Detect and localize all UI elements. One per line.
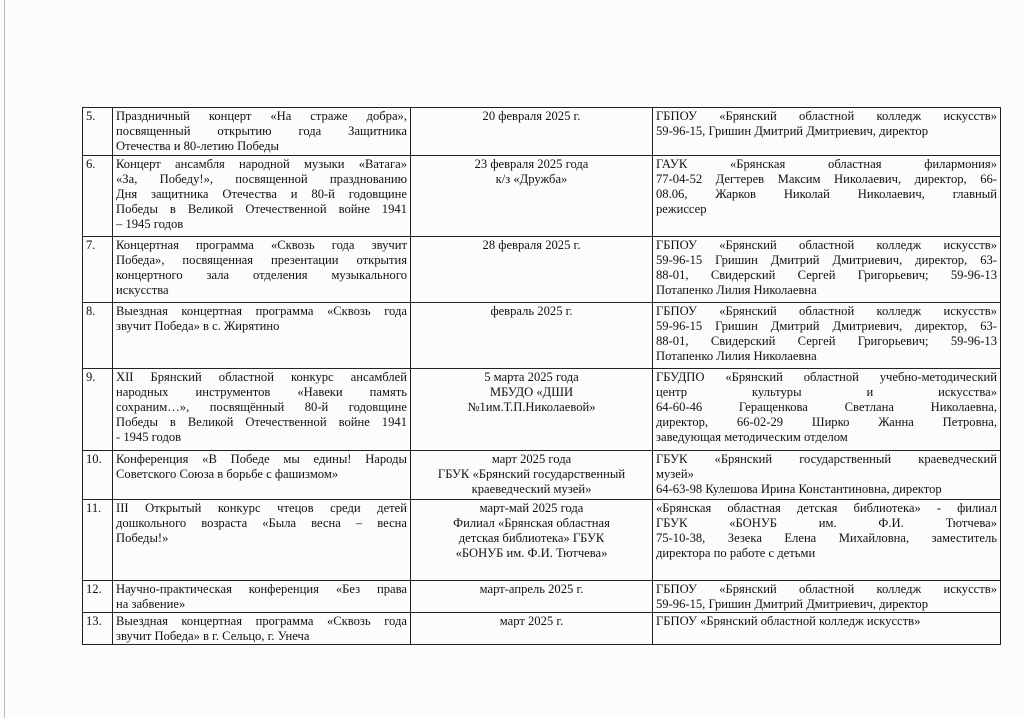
row-number: 10. [83, 450, 113, 499]
event-title-cell-line: Научно-практическая конференция «Без права [116, 581, 407, 596]
event-title-cell [113, 155, 411, 236]
row-number: 9. [83, 368, 113, 450]
responsible-cell [653, 108, 1001, 156]
event-date-cell [411, 499, 653, 580]
event-date-cell-line: март 2025 г. [499, 614, 564, 629]
row-number: 5. [83, 108, 113, 156]
event-title-cell-line: дошкольного возраста «Была весна – весна [116, 515, 407, 530]
responsible-cell-line: ГБПОУ «Брянский областной колледж искусств» [656, 237, 997, 252]
event-title-cell [113, 613, 411, 645]
responsible-cell-line: ГБПОУ «Брянский областной колледж искусств» [656, 109, 997, 123]
event-date-cell-line: 23 февраля 2025 года [474, 156, 589, 171]
events-table [82, 107, 1001, 645]
event-title-cell-line: Выездная концертная программа «Сквозь года [116, 303, 407, 318]
row-number: 13. [83, 613, 113, 645]
table-row [83, 450, 1001, 499]
event-date-cell [411, 108, 653, 156]
table-row [83, 236, 1001, 302]
event-title-cell-line: Выездная концертная программа «Сквозь года [116, 614, 407, 629]
responsible-cell-line: 77-04-52 Дегтерев Максим Николаевич, директор, 66- [656, 171, 997, 186]
responsible-cell [653, 236, 1001, 302]
event-title-cell [113, 108, 411, 156]
event-date-cell [411, 302, 653, 368]
event-title-cell [113, 580, 411, 612]
table-row [83, 108, 1001, 156]
event-date-cell-line: 5 марта 2025 года [484, 369, 579, 384]
event-date-cell-line: к/з «Дружба» [495, 171, 568, 186]
responsible-cell-line: ГБУК «Брянский государственный краеведческий [656, 451, 997, 466]
event-title-cell-line: Дня защитника Отечества и 80-й годовщине [116, 187, 407, 202]
event-title-cell-line: Победы в Великой Отечественной войне 1941 [116, 202, 407, 217]
responsible-cell-line: ГБУК «БОНУБ им. Ф.И. Тютчева» [656, 515, 997, 530]
event-title-cell-line: Победа», посвященная презентации открытия [116, 252, 407, 267]
event-title-cell-line: Отечества и 80-летию Победы [116, 139, 279, 154]
responsible-cell [653, 499, 1001, 580]
responsible-cell-line: ГБПОУ «Брянский областной колледж искусств» [656, 303, 997, 318]
responsible-cell-line: 59-96-15, Гришин Дмитрий Дмитриевич, директор [656, 596, 929, 611]
event-title-cell-line: - 1945 годов [116, 430, 182, 445]
responsible-cell-line: директора по работе с детьми [656, 546, 816, 561]
row-number: 12. [83, 580, 113, 612]
event-title-cell-line: Конференция «В Победе мы едины! Народы [116, 451, 407, 466]
responsible-cell-line: режиссер [656, 202, 707, 217]
event-title-cell [113, 450, 411, 499]
responsible-cell-line: 59-96-15 Гришин Дмитрий Дмитриевич, директор, 63- [656, 318, 997, 333]
responsible-cell-line: 59-96-15 Гришин Дмитрий Дмитриевич, директор, 63- [656, 252, 997, 267]
event-date-cell-line: март 2025 года [491, 451, 572, 466]
event-title-cell-line: Победы в Великой Отечественной войне 1941 [116, 415, 407, 430]
event-date-cell-line: Филиал «Брянская областная [453, 515, 610, 530]
responsible-cell-line: ГБПОУ «Брянский областной колледж искусств» [656, 614, 921, 629]
responsible-cell-line: Потапенко Лилия Николаевна [656, 283, 817, 298]
event-date-cell [411, 155, 653, 236]
event-title-cell-line: звучит Победа» в г. Сельцо, г. Унеча [116, 629, 310, 644]
responsible-cell-line: 88-01, Свидерский Сергей Григорьевич; 59-96-13 [656, 268, 997, 283]
responsible-cell-line: 08.06, Жарков Николай Николаевич, главный [656, 187, 997, 202]
event-title-cell-line: Победы!» [116, 531, 169, 546]
responsible-cell-line: 64-60-46 Геращенкова Светлана Николаевна, [656, 400, 997, 415]
event-date-cell [411, 613, 653, 645]
responsible-cell-line: 75-10-38, Зезека Елена Михайловна, заместитель [656, 531, 997, 546]
event-date-cell [411, 580, 653, 612]
responsible-cell [653, 613, 1001, 645]
event-title-cell [113, 302, 411, 368]
event-title-cell-line: концертного зала отделения музыкального [116, 268, 407, 283]
table-row [83, 613, 1001, 645]
event-date-cell-line: №1им.Т.П.Николаевой» [467, 400, 596, 415]
event-title-cell-line: народных инструментов «Навеки память [116, 384, 407, 399]
event-title-cell-line: Советского Союза в борьбе с фашизмом» [116, 466, 339, 481]
responsible-cell-line: «Брянская областная детская библиотека» - филиал [656, 500, 997, 515]
event-date-cell-line: март-апрель 2025 г. [479, 581, 584, 596]
event-title-cell-line: искусства [116, 283, 169, 298]
responsible-cell-line: центр культуры и искусства» [656, 384, 997, 399]
event-date-cell-line: февраль 2025 г. [490, 303, 573, 318]
event-date-cell-line: 20 февраля 2025 г. [482, 109, 581, 123]
responsible-cell [653, 302, 1001, 368]
responsible-cell-line: ГАУК «Брянская областная филармония» [656, 156, 997, 171]
responsible-cell-line: 88-01, Свидерский Сергей Григорьевич; 59-96-13 [656, 334, 997, 349]
table-row [83, 368, 1001, 450]
event-title-cell-line: звучит Победа» в с. Жирятино [116, 318, 280, 333]
responsible-cell-line: 59-96-15, Гришин Дмитрий Дмитриевич, директор [656, 124, 929, 139]
table-row [83, 155, 1001, 236]
responsible-cell-line: директор, 66-02-29 Ширко Жанна Петровна, [656, 415, 997, 430]
event-date-cell-line: 28 февраля 2025 г. [482, 237, 581, 252]
event-date-cell [411, 236, 653, 302]
row-number: 7. [83, 236, 113, 302]
event-title-cell-line: III Открытый конкурс чтецов среди детей [116, 500, 407, 515]
table-row [83, 580, 1001, 612]
event-title-cell-line: на забвение» [116, 596, 186, 611]
event-title-cell-line: Концертная программа «Сквозь года звучит [116, 237, 407, 252]
responsible-cell-line: 64-63-98 Кулешова Ирина Константиновна, директор [656, 482, 942, 497]
events-table-body [83, 108, 1001, 645]
responsible-cell-line: заведующая методическим отделом [656, 430, 848, 445]
event-title-cell-line: «За, Победу!», посвященной празднованию [116, 171, 407, 186]
event-title-cell-line: посвященный открытию года Защитника [116, 124, 407, 139]
event-title-cell-line: XII Брянский областной конкурс ансамблей [116, 369, 407, 384]
event-title-cell-line: Концерт ансамбля народной музыки «Ватага» [116, 156, 407, 171]
table-row [83, 499, 1001, 580]
responsible-cell-line: Потапенко Лилия Николаевна [656, 349, 817, 364]
responsible-cell-line: ГБПОУ «Брянский областной колледж искусств» [656, 581, 997, 596]
event-title-cell-line: – 1945 годов [116, 217, 184, 232]
event-title-cell [113, 236, 411, 302]
responsible-cell [653, 450, 1001, 499]
responsible-cell-line: музей» [656, 466, 694, 481]
event-date-cell-line: март-май 2025 года [479, 500, 584, 515]
responsible-cell [653, 368, 1001, 450]
responsible-cell [653, 580, 1001, 612]
table-row [83, 302, 1001, 368]
row-number: 6. [83, 155, 113, 236]
scan-edge-line [4, 0, 5, 718]
event-date-cell-line: МБУДО «ДШИ [489, 384, 574, 399]
event-title-cell-line: Праздничный концерт «На страже добра», [116, 109, 407, 123]
responsible-cell-line: ГБУДПО «Брянский областной учебно-методический [656, 369, 997, 384]
event-title-cell [113, 499, 411, 580]
event-date-cell-line: ГБУК «Брянский государственный [437, 466, 626, 481]
event-title-cell-line: сохраним…», посвящённый 80-й годовщине [116, 400, 407, 415]
event-date-cell-line: краеведческий музей» [471, 482, 592, 497]
event-date-cell [411, 368, 653, 450]
event-date-cell-line: детская библиотека» ГБУК [458, 531, 605, 546]
event-date-cell-line: «БОНУБ им. Ф.И. Тютчева» [455, 546, 608, 561]
responsible-cell [653, 155, 1001, 236]
event-title-cell [113, 368, 411, 450]
row-number: 11. [83, 499, 113, 580]
event-date-cell [411, 450, 653, 499]
row-number: 8. [83, 302, 113, 368]
